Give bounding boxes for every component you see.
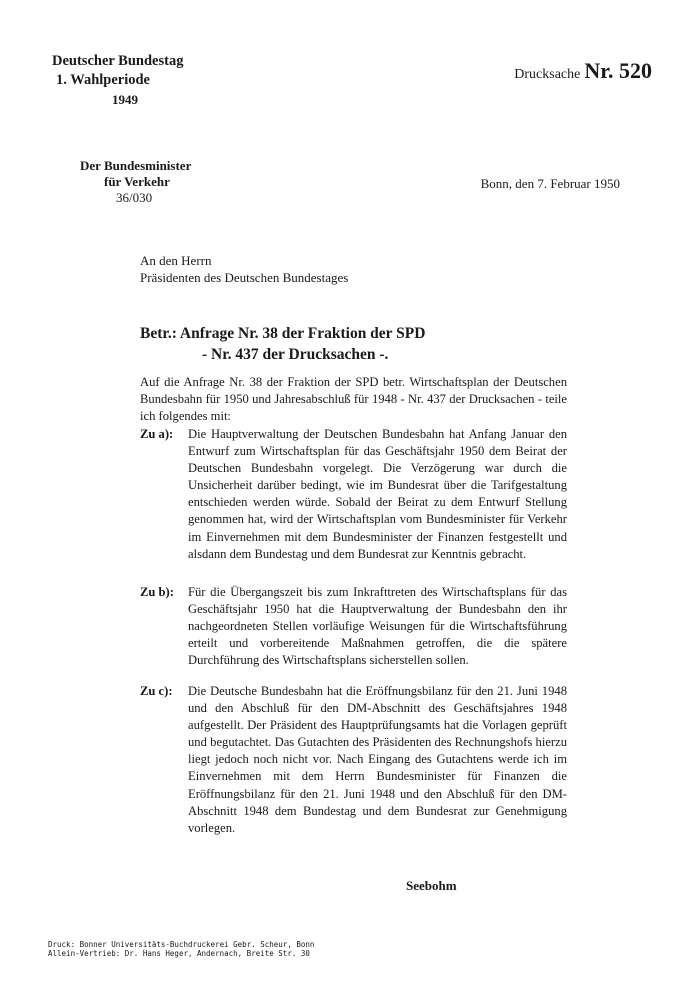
institution-name: Deutscher Bundestag: [52, 53, 184, 69]
item-b-text: Für die Übergangszeit bis zum Inkrafttreten des Wirtschaftsplans für das Geschäftsjahr 1950 hat die Hauptverwaltung der Bundesbahn den ihr nachgeordneten Stellen vorläufige Weisungen für die Wirtschaftsführung erteilt und vorbereitende Maßnahmen getroffen, die die spätere Durchführung des Wirtschaftsplans sicherstellen sollen.: [188, 585, 567, 668]
drucksache-number: [514, 58, 652, 84]
sender-reference: 36/030: [116, 190, 153, 205]
drucksache-label: Drucksache: [514, 67, 581, 82]
signature: Seebohm: [406, 878, 457, 893]
item-b-label: Zu b):: [140, 585, 174, 599]
sender-line-1: Der Bundesminister: [80, 158, 192, 173]
subject-line-2: - Nr. 437 der Drucksachen -.: [202, 346, 389, 363]
footer-line-1: Druck: Bonner Universitäts-Buchdruckerei Gebr. Scheur, Bonn: [48, 940, 315, 949]
recipient-block: [140, 252, 540, 286]
subject-block: [140, 323, 600, 365]
legislative-period: 1. Wahlperiode: [56, 72, 150, 88]
recipient-line-1: An den Herrn: [140, 253, 212, 268]
sender-block: [80, 158, 220, 206]
footer-line-2: Allein-Vertrieb: Dr. Hans Heger, Andernach, Breite Str. 30: [48, 949, 310, 958]
sender-line-2: für Verkehr: [104, 174, 170, 189]
intro-paragraph: Auf die Anfrage Nr. 38 der Fraktion der SPD betr. Wirtschaftsplan der Deutschen Bundesbahn für 1950 und Jahresabschluß für 1948 - Nr. 437 der Drucksachen - teile ich folgendes mit:: [140, 375, 567, 424]
item-c-text: Die Deutsche Bundesbahn hat die Eröffnungsbilanz für den 21. Juni 1948 und den Abschluß für den DM-Abschnitt des Geschäftsjahres 1948 aufgestellt. Der Präsident des Hauptprüfungsamts hat die Vorlagen geprüft und begutachtet. Das Gutachten des Präsidenten des Rechnungshofs hierzu liegt jedoch noch nicht vor. Nach Eingang des Gutachtens werde ich im Einvernehmen mit dem Herrn Bundesminister für Finanzen die Eröffnungsbilanz für den 21. Juni 1948 und den Abschluß für den DM-Abschnitt 1948 dem Bundestag und dem Bundesrat zur Genehmigung vorlegen.: [188, 684, 567, 835]
item-c-label: Zu c):: [140, 684, 173, 698]
item-a-label: Zu a):: [140, 427, 174, 441]
item-a-text: Die Hauptverwaltung der Deutschen Bundesbahn hat Anfang Januar den Entwurf zum Wirtschaftsplan für das Geschäftsjahr 1950 dem Beirat der Deutschen Bundesbahn vorgelegt. Die Verzögerung war durch die Unsicherheit darüber bedingt, wie im Bundesrat über die Tarifgestaltung entschieden werden würde. Sobald der Beirat zu dem Entwurf Stellung genommen hat, wird der Wirtschaftsplan vom Bundesminister für Verkehr im Einvernehmen mit dem Bundesminister der Finanzen festgestellt und alsdann dem Bundestag und dem Bundesrat zur Kenntnis gebracht.: [188, 427, 567, 561]
letter-date: Bonn, den 7. Februar 1950: [480, 176, 620, 191]
document-header: [52, 52, 232, 109]
year: 1949: [112, 92, 138, 107]
subject-line-1: Betr.: Anfrage Nr. 38 der Fraktion der SPD: [140, 325, 426, 342]
recipient-line-2: Präsidenten des Deutschen Bundestages: [140, 270, 349, 285]
drucksache-nr: Nr. 520: [584, 58, 652, 83]
printer-footer: [48, 940, 314, 958]
